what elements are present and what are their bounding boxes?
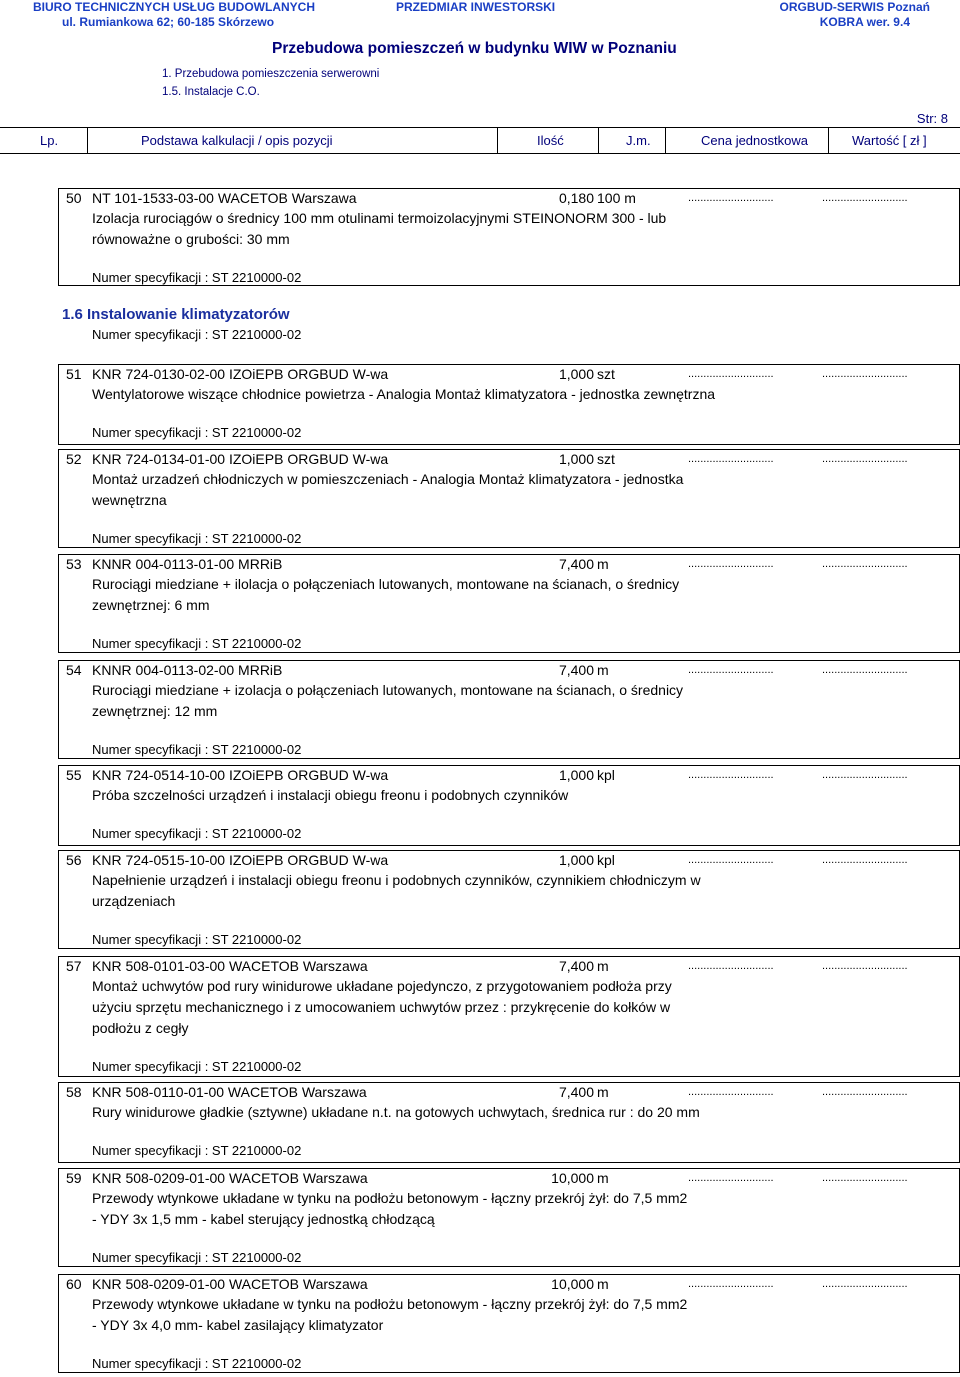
- item-description-line: Montaż uchwytów pod rury winidurowe układane pojedynczo, z przygotowaniem podłoża przy: [92, 978, 672, 994]
- item-qty: 1,000: [558, 767, 594, 783]
- item-unit: m: [597, 1084, 609, 1100]
- item-unit-price: ............................: [688, 1086, 774, 1098]
- item-frame-bottom: [58, 444, 960, 445]
- item-lp: 56: [66, 852, 82, 868]
- item-unit: m: [597, 1276, 609, 1292]
- item-frame-bottom: [58, 845, 960, 846]
- item-description-line: zewnętrznej: 12 mm: [92, 703, 218, 719]
- document-type: PRZEDMIAR INWESTORSKI: [396, 0, 556, 14]
- item-spec-number: Numer specyfikacji : ST 2210000-02: [92, 1356, 302, 1371]
- item-value: ............................: [822, 368, 908, 380]
- item-description-line: Wentylatorowe wiszące chłodnice powietrza - Analogia Montaż klimatyzatora - jednostka zewnętrzna: [92, 386, 716, 402]
- item-basis: KNR 508-0110-01-00 WACETOB Warszawa: [92, 1084, 367, 1100]
- item-description-line: urządzeniach: [92, 893, 176, 909]
- item-unit: kpl: [597, 767, 615, 783]
- item-basis: KNNR 004-0113-01-00 MRRiB: [92, 556, 283, 572]
- item-unit-price: ............................: [688, 960, 774, 972]
- item-lp: 54: [66, 662, 82, 678]
- column-value: Wartość [ zł ]: [852, 133, 927, 148]
- item-value: ............................: [822, 453, 908, 465]
- item-unit-price: ............................: [688, 558, 774, 570]
- item-value: ............................: [822, 960, 908, 972]
- column-divider: [87, 127, 88, 153]
- breadcrumb-level2: 1.5. Instalacje C.O.: [162, 86, 260, 98]
- item-basis: NT 101-1533-03-00 WACETOB Warszawa: [92, 190, 357, 206]
- item-lp: 52: [66, 451, 82, 467]
- item-unit-price: ............................: [688, 664, 774, 676]
- software-vendor: ORGBUD-SERWIS Poznań: [779, 0, 930, 14]
- item-value: ............................: [822, 769, 908, 781]
- item-description-line: - YDY 3x 1,5 mm - kabel sterujący jednostką chłodzącą: [92, 1211, 435, 1227]
- item-qty: 7,400: [558, 1084, 594, 1100]
- column-divider: [828, 127, 829, 153]
- company-address: ul. Rumiankowa 62; 60-185 Skórzewo: [62, 15, 275, 29]
- item-value: ............................: [822, 1278, 908, 1290]
- item-lp: 57: [66, 958, 82, 974]
- item-description-line: - YDY 3x 4,0 mm- kabel zasilający klimatyzator: [92, 1317, 384, 1333]
- item-lp: 55: [66, 767, 82, 783]
- item-description-line: Rurociągi miedziane + ilolacja o połączeniach lutowanych, montowane na ścianach, o średnicy: [92, 576, 680, 592]
- item-value: ............................: [822, 854, 908, 866]
- item-description-line: podłożu z cegły: [92, 1020, 189, 1036]
- section-title: 1.6 Instalowanie klimatyzatorów: [62, 306, 290, 323]
- item-description-line: Przewody wtynkowe układane w tynku na podłożu betonowym - łączny przekrój żył: do 7,5 mm2: [92, 1296, 688, 1312]
- item-unit-price: ............................: [688, 1172, 774, 1184]
- item-unit: kpl: [597, 852, 615, 868]
- item-unit-price: ............................: [688, 854, 774, 866]
- item-qty: 1,000: [558, 451, 594, 467]
- item-spec-number: Numer specyfikacji : ST 2210000-02: [92, 826, 302, 841]
- item-lp: 60: [66, 1276, 82, 1292]
- company-name: BIURO TECHNICZNYCH USŁUG BUDOWLANYCH: [33, 0, 315, 14]
- column-header-top-rule: [0, 127, 960, 128]
- item-spec-number: Numer specyfikacji : ST 2210000-02: [92, 932, 302, 947]
- item-qty: 1,000: [558, 852, 594, 868]
- item-qty: 0,180: [558, 190, 594, 206]
- item-spec-number: Numer specyfikacji : ST 2210000-02: [92, 425, 302, 440]
- item-description-line: Rury winidurowe gładkie (sztywne) układane n.t. na gotowych uchwytach, średnica rur : do 20 mm: [92, 1104, 700, 1120]
- column-unit-price: Cena jednostkowa: [701, 133, 808, 148]
- item-unit: m: [597, 1170, 609, 1186]
- item-unit-price: ............................: [688, 769, 774, 781]
- item-basis: KNR 508-0101-03-00 WACETOB Warszawa: [92, 958, 368, 974]
- item-unit: 100 m: [597, 190, 636, 206]
- item-spec-number: Numer specyfikacji : ST 2210000-02: [92, 270, 302, 285]
- column-basis: Podstawa kalkulacji / opis pozycji: [141, 133, 333, 148]
- item-unit: szt: [597, 451, 615, 467]
- item-spec-number: Numer specyfikacji : ST 2210000-02: [92, 742, 302, 757]
- item-unit: m: [597, 958, 609, 974]
- column-divider: [598, 127, 599, 153]
- item-value: ............................: [822, 1172, 908, 1184]
- item-lp: 59: [66, 1170, 82, 1186]
- item-lp: 50: [66, 190, 82, 206]
- item-qty: 7,400: [558, 662, 594, 678]
- item-lp: 58: [66, 1084, 82, 1100]
- breadcrumb-level1: 1. Przebudowa pomieszczenia serwerowni: [162, 68, 380, 80]
- item-lp: 53: [66, 556, 82, 572]
- item-unit-price: ............................: [688, 453, 774, 465]
- item-unit: m: [597, 556, 609, 572]
- column-divider: [665, 127, 666, 153]
- item-spec-number: Numer specyfikacji : ST 2210000-02: [92, 1143, 302, 1158]
- item-basis: KNR 724-0134-01-00 IZOiEPB ORGBUD W-wa: [92, 451, 389, 467]
- item-qty: 10,000: [551, 1276, 594, 1292]
- item-qty: 7,400: [558, 958, 594, 974]
- item-description-line: Montaż urzadzeń chłodniczych w pomieszczeniach - Analogia Montaż klimatyzatora - jednostka: [92, 471, 684, 487]
- column-header-bottom-rule: [0, 153, 960, 154]
- item-description-line: Przewody wtynkowe układane w tynku na podłożu betonowym - łączny przekrój żył: do 7,5 mm2: [92, 1190, 688, 1206]
- item-spec-number: Numer specyfikacji : ST 2210000-02: [92, 636, 302, 651]
- item-unit: m: [597, 662, 609, 678]
- item-basis: KNR 508-0209-01-00 WACETOB Warszawa: [92, 1276, 368, 1292]
- item-description-line: wewnętrzna: [92, 492, 167, 508]
- column-divider: [497, 127, 498, 153]
- item-description-line: Napełnienie urządzeń i instalacji obiegu freonu i podobnych czynników, czynnikiem chłodniczym w: [92, 872, 701, 888]
- software-version: KOBRA wer. 9.4: [819, 15, 910, 29]
- column-unit: J.m.: [626, 133, 651, 148]
- item-qty: 7,400: [558, 556, 594, 572]
- item-description-line: Izolacja rurociągów o średnicy 100 mm otulinami termoizolacyjnymi STEINONORM 300 - lub: [92, 210, 667, 226]
- item-qty: 1,000: [558, 366, 594, 382]
- item-unit-price: ............................: [688, 368, 774, 380]
- item-value: ............................: [822, 664, 908, 676]
- section-spec-number: Numer specyfikacji : ST 2210000-02: [92, 327, 302, 342]
- item-value: ............................: [822, 558, 908, 570]
- item-unit-price: ............................: [688, 192, 774, 204]
- item-spec-number: Numer specyfikacji : ST 2210000-02: [92, 1250, 302, 1265]
- item-basis: KNR 724-0130-02-00 IZOiEPB ORGBUD W-wa: [92, 366, 389, 382]
- item-spec-number: Numer specyfikacji : ST 2210000-02: [92, 1059, 302, 1074]
- item-qty: 10,000: [551, 1170, 594, 1186]
- item-unit-price: ............................: [688, 1278, 774, 1290]
- item-value: ............................: [822, 1086, 908, 1098]
- page-title: Przebudowa pomieszczeń w budynku WIW w Poznaniu: [272, 40, 677, 57]
- item-description-line: Próba szczelności urządzeń i instalacji obiegu freonu i podobnych czynników: [92, 787, 569, 803]
- item-basis: KNR 724-0514-10-00 IZOiEPB ORGBUD W-wa: [92, 767, 389, 783]
- item-basis: KNR 508-0209-01-00 WACETOB Warszawa: [92, 1170, 368, 1186]
- item-description-line: równoważne o grubości: 30 mm: [92, 231, 290, 247]
- column-lp: Lp.: [40, 133, 59, 148]
- item-lp: 51: [66, 366, 82, 382]
- item-basis: KNR 724-0515-10-00 IZOiEPB ORGBUD W-wa: [92, 852, 389, 868]
- item-basis: KNNR 004-0113-02-00 MRRiB: [92, 662, 283, 678]
- item-unit: szt: [597, 366, 615, 382]
- item-frame-bottom: [58, 1162, 960, 1163]
- page-number: Str: 8: [916, 111, 948, 126]
- item-description-line: użyciu sprzętu mechanicznego i z umocowaniem uchwytów przez : przykręcenie do kołków w: [92, 999, 671, 1015]
- item-value: ............................: [822, 192, 908, 204]
- item-description-line: Rurociągi miedziane + izolacja o połączeniach lutowanych, montowane na ścianach, o średnicy: [92, 682, 684, 698]
- column-qty: Ilość: [537, 133, 564, 148]
- item-description-line: zewnętrznej: 6 mm: [92, 597, 210, 613]
- item-spec-number: Numer specyfikacji : ST 2210000-02: [92, 531, 302, 546]
